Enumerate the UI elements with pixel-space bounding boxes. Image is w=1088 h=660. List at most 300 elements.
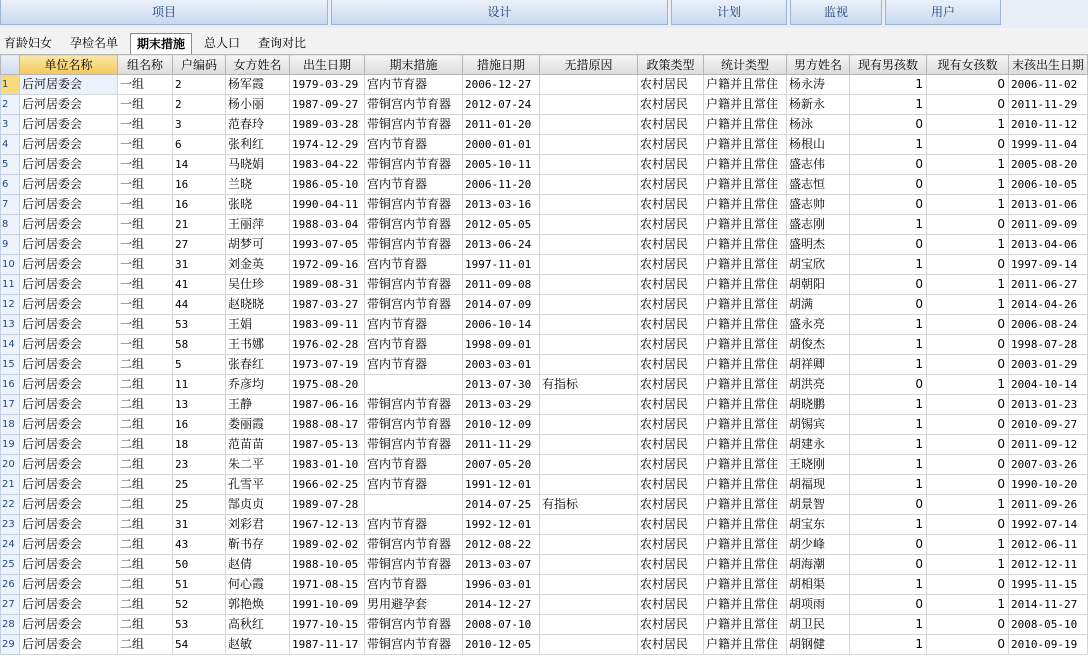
cell-4[interactable]: 1977-10-15 — [290, 615, 365, 635]
cell-0[interactable]: 后河居委会 — [20, 475, 118, 495]
table-row[interactable] — [1, 595, 1088, 615]
cell-9[interactable]: 户籍并且常住 — [704, 615, 787, 635]
cell-6[interactable]: 2007-05-20 — [463, 455, 540, 475]
cell-9[interactable]: 户籍并且常住 — [704, 235, 787, 255]
cell-2[interactable]: 50 — [173, 555, 226, 575]
row-number[interactable]: 18 — [1, 415, 20, 435]
cell-13[interactable]: 2005-08-20 — [1009, 155, 1088, 175]
cell-13[interactable]: 2008-05-10 — [1009, 615, 1088, 635]
cell-7[interactable] — [540, 575, 638, 595]
row-number[interactable]: 9 — [1, 235, 20, 255]
cell-5[interactable]: 带铜宫内节育器 — [365, 295, 463, 315]
cell-2[interactable]: 21 — [173, 215, 226, 235]
cell-5[interactable]: 宫内节育器 — [365, 335, 463, 355]
cell-4[interactable]: 1987-09-27 — [290, 95, 365, 115]
cell-0[interactable]: 后河居委会 — [20, 375, 118, 395]
cell-8[interactable]: 农村居民 — [638, 595, 704, 615]
cell-13[interactable]: 2004-10-14 — [1009, 375, 1088, 395]
cell-8[interactable]: 农村居民 — [638, 435, 704, 455]
tab-pregnancy-check[interactable]: 孕检名单 — [70, 36, 119, 50]
cell-2[interactable]: 16 — [173, 175, 226, 195]
row-number[interactable]: 12 — [1, 295, 20, 315]
cell-1[interactable]: 一组 — [118, 195, 173, 215]
cell-9[interactable]: 户籍并且常住 — [704, 375, 787, 395]
cell-8[interactable]: 农村居民 — [638, 115, 704, 135]
cell-1[interactable]: 二组 — [118, 415, 173, 435]
cell-13[interactable]: 2010-09-19 — [1009, 635, 1088, 655]
cell-9[interactable]: 户籍并且常住 — [704, 635, 787, 655]
cell-0[interactable]: 后河居委会 — [20, 335, 118, 355]
cell-11[interactable]: 0 — [850, 495, 927, 515]
cell-11[interactable]: 0 — [850, 155, 927, 175]
cell-2[interactable]: 31 — [173, 255, 226, 275]
cell-7[interactable] — [540, 635, 638, 655]
cell-6[interactable]: 1991-12-01 — [463, 475, 540, 495]
column-header[interactable]: 现有女孩数 — [927, 55, 1009, 75]
cell-0[interactable]: 后河居委会 — [20, 555, 118, 575]
cell-2[interactable]: 31 — [173, 515, 226, 535]
cell-5[interactable]: 带铜宫内节育器 — [365, 435, 463, 455]
row-number[interactable]: 14 — [1, 335, 20, 355]
table-row[interactable] — [1, 535, 1088, 555]
cell-1[interactable]: 二组 — [118, 475, 173, 495]
row-number[interactable]: 4 — [1, 135, 20, 155]
cell-10[interactable]: 杨泳 — [787, 115, 850, 135]
tab-contraception[interactable]: 期末措施 — [130, 33, 192, 54]
cell-3[interactable]: 靳书存 — [226, 535, 290, 555]
column-header[interactable]: 单位名称 — [20, 55, 118, 75]
cell-3[interactable]: 郜贞贞 — [226, 495, 290, 515]
cell-5[interactable]: 带铜宫内节育器 — [365, 275, 463, 295]
cell-5[interactable]: 带铜宫内节育器 — [365, 415, 463, 435]
cell-11[interactable]: 1 — [850, 415, 927, 435]
cell-13[interactable]: 2007-03-26 — [1009, 455, 1088, 475]
cell-8[interactable]: 农村居民 — [638, 475, 704, 495]
cell-12[interactable]: 1 — [927, 555, 1009, 575]
cell-1[interactable]: 二组 — [118, 355, 173, 375]
cell-6[interactable]: 2011-01-20 — [463, 115, 540, 135]
tab-query-compare[interactable]: 查询对比 — [258, 36, 307, 50]
table-row[interactable] — [1, 355, 1088, 375]
cell-12[interactable]: 0 — [927, 315, 1009, 335]
column-header[interactable]: 措施日期 — [463, 55, 540, 75]
cell-10[interactable]: 杨永涛 — [787, 75, 850, 95]
cell-3[interactable]: 张春红 — [226, 355, 290, 375]
cell-4[interactable]: 1987-11-17 — [290, 635, 365, 655]
cell-10[interactable]: 胡俊杰 — [787, 335, 850, 355]
cell-5[interactable]: 带铜宫内节育器 — [365, 195, 463, 215]
row-number[interactable]: 22 — [1, 495, 20, 515]
cell-12[interactable]: 1 — [927, 495, 1009, 515]
cell-5[interactable]: 带铜宫内节育器 — [365, 635, 463, 655]
cell-4[interactable]: 1971-08-15 — [290, 575, 365, 595]
cell-7[interactable] — [540, 295, 638, 315]
cell-6[interactable]: 2012-05-05 — [463, 215, 540, 235]
cell-7[interactable] — [540, 95, 638, 115]
table-row[interactable] — [1, 455, 1088, 475]
row-number[interactable]: 6 — [1, 175, 20, 195]
cell-1[interactable]: 一组 — [118, 135, 173, 155]
menu-monitor[interactable]: 监视 — [790, 0, 882, 25]
data-grid[interactable] — [0, 54, 1088, 660]
cell-4[interactable]: 1986-05-10 — [290, 175, 365, 195]
cell-8[interactable]: 农村居民 — [638, 635, 704, 655]
cell-13[interactable]: 2010-11-12 — [1009, 115, 1088, 135]
cell-6[interactable]: 2003-03-01 — [463, 355, 540, 375]
cell-13[interactable]: 2011-09-09 — [1009, 215, 1088, 235]
cell-9[interactable]: 户籍并且常住 — [704, 415, 787, 435]
cell-12[interactable]: 1 — [927, 275, 1009, 295]
cell-0[interactable]: 后河居委会 — [20, 175, 118, 195]
row-number[interactable]: 8 — [1, 215, 20, 235]
cell-4[interactable]: 1988-08-17 — [290, 415, 365, 435]
tab-population[interactable]: 总人口 — [204, 36, 241, 50]
cell-13[interactable]: 2003-01-29 — [1009, 355, 1088, 375]
cell-8[interactable]: 农村居民 — [638, 295, 704, 315]
cell-3[interactable]: 刘金英 — [226, 255, 290, 275]
cell-2[interactable]: 44 — [173, 295, 226, 315]
column-header[interactable]: 期末措施 — [365, 55, 463, 75]
cell-0[interactable]: 后河居委会 — [20, 575, 118, 595]
cell-10[interactable]: 胡锡宾 — [787, 415, 850, 435]
cell-12[interactable]: 1 — [927, 235, 1009, 255]
table-row[interactable] — [1, 635, 1088, 655]
table-row[interactable] — [1, 415, 1088, 435]
cell-8[interactable]: 农村居民 — [638, 215, 704, 235]
cell-12[interactable]: 0 — [927, 215, 1009, 235]
cell-3[interactable]: 何心霞 — [226, 575, 290, 595]
table-row[interactable] — [1, 215, 1088, 235]
cell-10[interactable]: 胡建永 — [787, 435, 850, 455]
cell-2[interactable]: 41 — [173, 275, 226, 295]
cell-7[interactable] — [540, 475, 638, 495]
cell-9[interactable]: 户籍并且常住 — [704, 295, 787, 315]
cell-9[interactable]: 户籍并且常住 — [704, 395, 787, 415]
cell-12[interactable]: 0 — [927, 635, 1009, 655]
cell-3[interactable]: 范苗苗 — [226, 435, 290, 455]
row-number[interactable]: 5 — [1, 155, 20, 175]
table-row[interactable] — [1, 435, 1088, 455]
cell-10[interactable]: 胡景智 — [787, 495, 850, 515]
cell-2[interactable]: 23 — [173, 455, 226, 475]
cell-0[interactable]: 后河居委会 — [20, 255, 118, 275]
cell-8[interactable]: 农村居民 — [638, 515, 704, 535]
cell-0[interactable]: 后河居委会 — [20, 595, 118, 615]
cell-9[interactable]: 户籍并且常住 — [704, 155, 787, 175]
cell-0[interactable]: 后河居委会 — [20, 395, 118, 415]
cell-5[interactable]: 宫内节育器 — [365, 75, 463, 95]
cell-6[interactable]: 2014-12-27 — [463, 595, 540, 615]
cell-7[interactable] — [540, 395, 638, 415]
cell-7[interactable] — [540, 515, 638, 535]
table-row[interactable] — [1, 175, 1088, 195]
cell-11[interactable]: 1 — [850, 315, 927, 335]
cell-0[interactable]: 后河居委会 — [20, 275, 118, 295]
cell-5[interactable]: 带铜宫内节育器 — [365, 155, 463, 175]
cell-6[interactable]: 2010-12-09 — [463, 415, 540, 435]
cell-2[interactable]: 52 — [173, 595, 226, 615]
cell-4[interactable]: 1989-02-02 — [290, 535, 365, 555]
cell-12[interactable]: 1 — [927, 195, 1009, 215]
cell-3[interactable]: 王书娜 — [226, 335, 290, 355]
cell-0[interactable]: 后河居委会 — [20, 235, 118, 255]
cell-2[interactable]: 53 — [173, 315, 226, 335]
cell-4[interactable]: 1973-07-19 — [290, 355, 365, 375]
cell-8[interactable]: 农村居民 — [638, 135, 704, 155]
cell-8[interactable]: 农村居民 — [638, 75, 704, 95]
cell-2[interactable]: 13 — [173, 395, 226, 415]
column-header[interactable]: 统计类型 — [704, 55, 787, 75]
cell-4[interactable]: 1966-02-25 — [290, 475, 365, 495]
cell-7[interactable] — [540, 535, 638, 555]
cell-6[interactable]: 2005-10-11 — [463, 155, 540, 175]
cell-7[interactable] — [540, 235, 638, 255]
row-number[interactable]: 23 — [1, 515, 20, 535]
cell-12[interactable]: 1 — [927, 295, 1009, 315]
cell-13[interactable]: 2006-08-24 — [1009, 315, 1088, 335]
cell-12[interactable]: 1 — [927, 115, 1009, 135]
cell-10[interactable]: 胡祥卿 — [787, 355, 850, 375]
cell-11[interactable]: 1 — [850, 335, 927, 355]
cell-11[interactable]: 1 — [850, 95, 927, 115]
cell-7[interactable]: 有指标 — [540, 495, 638, 515]
corner-cell[interactable] — [1, 55, 20, 75]
cell-3[interactable]: 张晓 — [226, 195, 290, 215]
cell-7[interactable] — [540, 75, 638, 95]
cell-0[interactable]: 后河居委会 — [20, 315, 118, 335]
cell-12[interactable]: 0 — [927, 435, 1009, 455]
cell-11[interactable]: 1 — [850, 75, 927, 95]
column-header[interactable]: 出生日期 — [290, 55, 365, 75]
cell-13[interactable]: 2013-01-23 — [1009, 395, 1088, 415]
cell-4[interactable]: 1987-03-27 — [290, 295, 365, 315]
cell-6[interactable]: 1996-03-01 — [463, 575, 540, 595]
cell-4[interactable]: 1988-10-05 — [290, 555, 365, 575]
row-number[interactable]: 15 — [1, 355, 20, 375]
cell-4[interactable]: 1983-04-22 — [290, 155, 365, 175]
cell-4[interactable]: 1989-08-31 — [290, 275, 365, 295]
cell-9[interactable]: 户籍并且常住 — [704, 215, 787, 235]
cell-8[interactable]: 农村居民 — [638, 235, 704, 255]
column-header[interactable]: 组名称 — [118, 55, 173, 75]
cell-10[interactable]: 盛志刚 — [787, 215, 850, 235]
cell-0[interactable]: 后河居委会 — [20, 155, 118, 175]
cell-6[interactable]: 2013-03-16 — [463, 195, 540, 215]
cell-10[interactable]: 胡朝阳 — [787, 275, 850, 295]
cell-3[interactable]: 赵倩 — [226, 555, 290, 575]
cell-2[interactable]: 58 — [173, 335, 226, 355]
cell-11[interactable]: 1 — [850, 635, 927, 655]
table-row[interactable] — [1, 515, 1088, 535]
column-header[interactable]: 政策类型 — [638, 55, 704, 75]
cell-5[interactable]: 宫内节育器 — [365, 255, 463, 275]
cell-10[interactable]: 胡卫民 — [787, 615, 850, 635]
cell-1[interactable]: 二组 — [118, 395, 173, 415]
cell-6[interactable]: 2014-07-09 — [463, 295, 540, 315]
cell-2[interactable]: 2 — [173, 95, 226, 115]
cell-2[interactable]: 16 — [173, 415, 226, 435]
cell-4[interactable]: 1987-06-16 — [290, 395, 365, 415]
table-row[interactable] — [1, 555, 1088, 575]
cell-9[interactable]: 户籍并且常住 — [704, 455, 787, 475]
cell-5[interactable]: 带铜宫内节育器 — [365, 215, 463, 235]
cell-6[interactable]: 2013-03-29 — [463, 395, 540, 415]
cell-5[interactable] — [365, 375, 463, 395]
cell-6[interactable]: 2000-01-01 — [463, 135, 540, 155]
cell-8[interactable]: 农村居民 — [638, 355, 704, 375]
table-row[interactable] — [1, 575, 1088, 595]
row-number[interactable]: 26 — [1, 575, 20, 595]
cell-10[interactable]: 胡相渠 — [787, 575, 850, 595]
cell-0[interactable]: 后河居委会 — [20, 215, 118, 235]
cell-8[interactable]: 农村居民 — [638, 375, 704, 395]
cell-1[interactable]: 一组 — [118, 95, 173, 115]
cell-1[interactable]: 二组 — [118, 555, 173, 575]
cell-10[interactable]: 盛志伟 — [787, 155, 850, 175]
cell-12[interactable]: 1 — [927, 155, 1009, 175]
cell-6[interactable]: 2012-08-22 — [463, 535, 540, 555]
cell-12[interactable]: 0 — [927, 95, 1009, 115]
cell-4[interactable]: 1988-03-04 — [290, 215, 365, 235]
row-number[interactable]: 7 — [1, 195, 20, 215]
cell-3[interactable]: 范春玲 — [226, 115, 290, 135]
cell-5[interactable]: 宫内节育器 — [365, 575, 463, 595]
cell-5[interactable]: 宫内节育器 — [365, 175, 463, 195]
cell-7[interactable] — [540, 315, 638, 335]
cell-7[interactable] — [540, 255, 638, 275]
cell-12[interactable]: 0 — [927, 135, 1009, 155]
row-number[interactable]: 29 — [1, 635, 20, 655]
cell-9[interactable]: 户籍并且常住 — [704, 475, 787, 495]
cell-3[interactable]: 王静 — [226, 395, 290, 415]
table-row[interactable] — [1, 495, 1088, 515]
cell-5[interactable]: 男用避孕套 — [365, 595, 463, 615]
cell-0[interactable]: 后河居委会 — [20, 435, 118, 455]
cell-3[interactable]: 王娟 — [226, 315, 290, 335]
cell-4[interactable]: 1975-08-20 — [290, 375, 365, 395]
cell-0[interactable]: 后河居委会 — [20, 135, 118, 155]
cell-4[interactable]: 1979-03-29 — [290, 75, 365, 95]
cell-10[interactable]: 杨新永 — [787, 95, 850, 115]
cell-3[interactable]: 赵敏 — [226, 635, 290, 655]
cell-13[interactable]: 2011-11-29 — [1009, 95, 1088, 115]
table-row[interactable] — [1, 315, 1088, 335]
cell-1[interactable]: 一组 — [118, 115, 173, 135]
cell-13[interactable]: 2011-09-26 — [1009, 495, 1088, 515]
cell-11[interactable]: 0 — [850, 295, 927, 315]
cell-7[interactable] — [540, 195, 638, 215]
cell-7[interactable] — [540, 335, 638, 355]
cell-6[interactable]: 1998-09-01 — [463, 335, 540, 355]
cell-11[interactable]: 0 — [850, 115, 927, 135]
cell-13[interactable]: 2006-10-05 — [1009, 175, 1088, 195]
cell-6[interactable]: 2006-11-20 — [463, 175, 540, 195]
cell-4[interactable]: 1989-03-28 — [290, 115, 365, 135]
cell-2[interactable]: 6 — [173, 135, 226, 155]
table-row[interactable] — [1, 275, 1088, 295]
cell-6[interactable]: 2008-07-10 — [463, 615, 540, 635]
cell-10[interactable]: 胡钢健 — [787, 635, 850, 655]
cell-7[interactable] — [540, 435, 638, 455]
cell-6[interactable]: 2013-06-24 — [463, 235, 540, 255]
row-number[interactable]: 1 — [1, 75, 20, 95]
cell-1[interactable]: 二组 — [118, 635, 173, 655]
cell-1[interactable]: 二组 — [118, 455, 173, 475]
menu-user[interactable]: 用户 — [885, 0, 1001, 25]
cell-11[interactable]: 0 — [850, 595, 927, 615]
cell-13[interactable]: 2006-11-02 — [1009, 75, 1088, 95]
cell-12[interactable]: 0 — [927, 355, 1009, 375]
cell-10[interactable]: 胡海潮 — [787, 555, 850, 575]
cell-7[interactable] — [540, 355, 638, 375]
cell-0[interactable]: 后河居委会 — [20, 515, 118, 535]
cell-6[interactable]: 1992-12-01 — [463, 515, 540, 535]
table-row[interactable] — [1, 615, 1088, 635]
cell-10[interactable]: 胡项雨 — [787, 595, 850, 615]
cell-10[interactable]: 胡少峰 — [787, 535, 850, 555]
cell-12[interactable]: 0 — [927, 575, 1009, 595]
table-row[interactable] — [1, 95, 1088, 115]
cell-1[interactable]: 二组 — [118, 595, 173, 615]
cell-4[interactable]: 1983-09-11 — [290, 315, 365, 335]
cell-8[interactable]: 农村居民 — [638, 455, 704, 475]
cell-12[interactable]: 0 — [927, 395, 1009, 415]
cell-12[interactable]: 0 — [927, 335, 1009, 355]
cell-12[interactable]: 1 — [927, 535, 1009, 555]
cell-4[interactable]: 1972-09-16 — [290, 255, 365, 275]
table-row[interactable] — [1, 195, 1088, 215]
table-row[interactable] — [1, 395, 1088, 415]
row-number[interactable]: 3 — [1, 115, 20, 135]
cell-6[interactable]: 2011-11-29 — [463, 435, 540, 455]
cell-12[interactable]: 0 — [927, 615, 1009, 635]
row-number[interactable]: 27 — [1, 595, 20, 615]
cell-1[interactable]: 一组 — [118, 215, 173, 235]
cell-5[interactable] — [365, 495, 463, 515]
cell-8[interactable]: 农村居民 — [638, 615, 704, 635]
cell-1[interactable]: 二组 — [118, 575, 173, 595]
cell-2[interactable]: 2 — [173, 75, 226, 95]
cell-4[interactable]: 1974-12-29 — [290, 135, 365, 155]
cell-3[interactable]: 娄丽霞 — [226, 415, 290, 435]
cell-3[interactable]: 胡梦可 — [226, 235, 290, 255]
cell-8[interactable]: 农村居民 — [638, 495, 704, 515]
cell-0[interactable]: 后河居委会 — [20, 495, 118, 515]
cell-4[interactable]: 1987-05-13 — [290, 435, 365, 455]
cell-11[interactable]: 0 — [850, 235, 927, 255]
cell-0[interactable]: 后河居委会 — [20, 635, 118, 655]
cell-13[interactable]: 2011-06-27 — [1009, 275, 1088, 295]
cell-1[interactable]: 一组 — [118, 315, 173, 335]
cell-10[interactable]: 胡宝欣 — [787, 255, 850, 275]
table-row[interactable] — [1, 75, 1088, 95]
cell-5[interactable]: 宫内节育器 — [365, 355, 463, 375]
cell-4[interactable]: 1993-07-05 — [290, 235, 365, 255]
cell-2[interactable]: 5 — [173, 355, 226, 375]
cell-12[interactable]: 0 — [927, 475, 1009, 495]
cell-11[interactable]: 1 — [850, 475, 927, 495]
cell-5[interactable]: 带铜宫内节育器 — [365, 555, 463, 575]
cell-10[interactable]: 胡宝东 — [787, 515, 850, 535]
menu-plan[interactable]: 计划 — [671, 0, 787, 25]
cell-5[interactable]: 宫内节育器 — [365, 315, 463, 335]
cell-2[interactable]: 18 — [173, 435, 226, 455]
cell-9[interactable]: 户籍并且常住 — [704, 175, 787, 195]
cell-2[interactable]: 25 — [173, 495, 226, 515]
cell-3[interactable]: 张利红 — [226, 135, 290, 155]
cell-13[interactable]: 2011-09-12 — [1009, 435, 1088, 455]
cell-11[interactable]: 0 — [850, 555, 927, 575]
